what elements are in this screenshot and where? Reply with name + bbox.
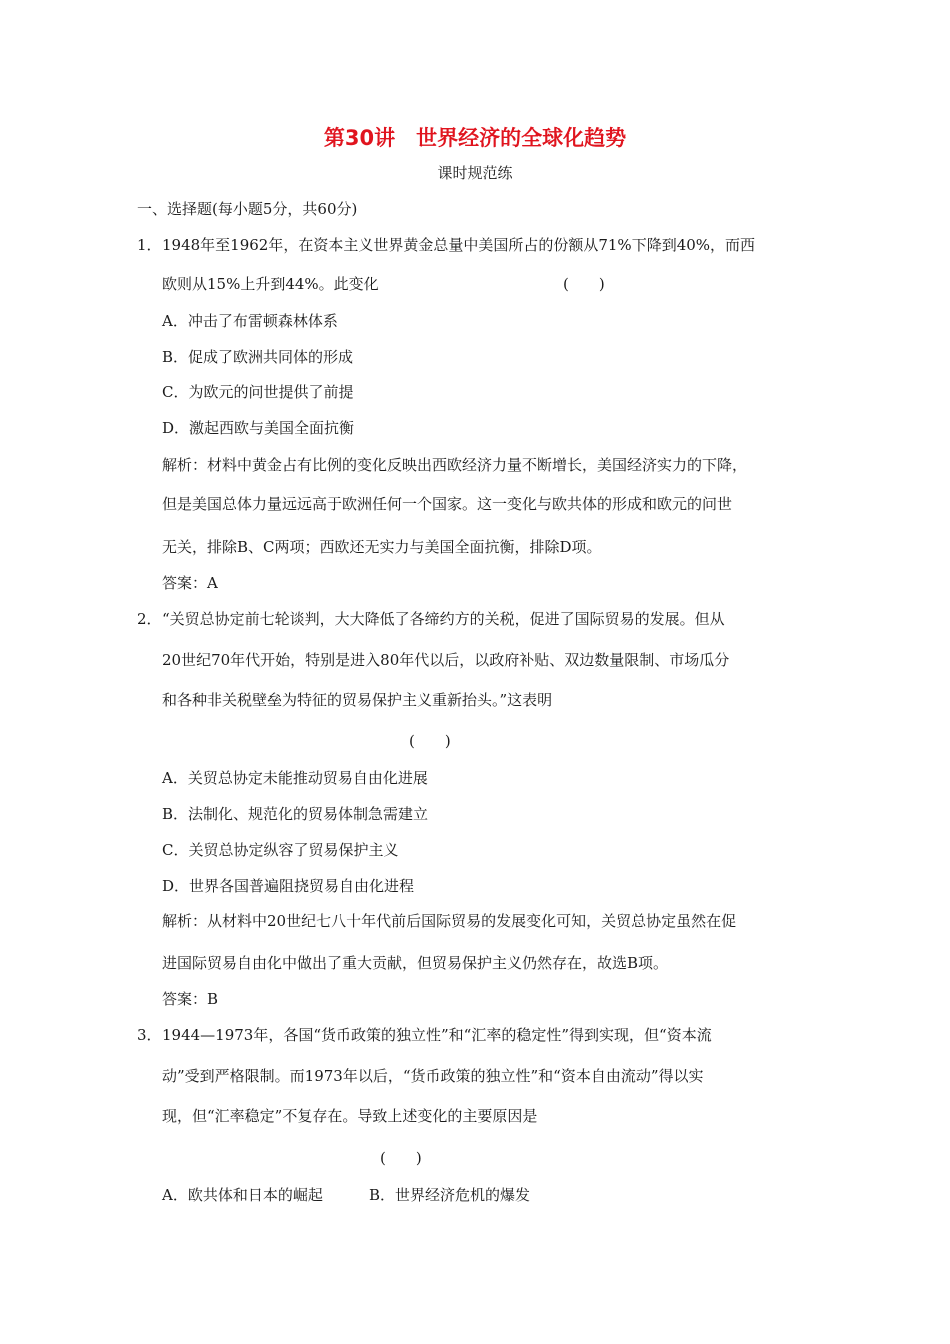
q2-number: 2． [137,610,162,628]
q3-stem-line: 1944—1973年，各国“货币政策的独立性”和“汇率的稳定性”得到实现，但“资本流 [162,1026,712,1044]
q2-analysis-line: 进国际贸易自由化中做出了重大贡献，但贸易保护主义仍然存在，故选B项。 [162,954,669,972]
q1-stem-line: 欧则从15%上升到44%。此变化 [162,275,379,293]
q3-stem-line: 现，但“汇率稳定”不复存在。导致上述变化的主要原因是 [162,1107,538,1125]
q2-stem-line: 20世纪70年代开始，特别是进入80年代以后，以政府补贴、双边数量限制、市场瓜分 [162,651,730,669]
q3-answer-blank: ( ) [380,1149,422,1167]
q1-option-d: D．激起西欧与美国全面抗衡 [162,419,355,437]
q2-option-b: B．法制化、规范化的贸易体制急需建立 [162,805,429,823]
q1-analysis-line: 但是美国总体力量远远高于欧洲任何一个国家。这一变化与欧共体的形成和欧元的问世 [162,495,733,513]
q1-number: 1． [137,236,162,254]
q3-option-a: A．欧共体和日本的崛起 [162,1186,323,1204]
q2-option-a: A．关贸总协定未能推动贸易自由化进展 [162,769,428,787]
q2-answer-blank: ( ) [409,732,451,750]
page-title: 第30讲 世界经济的全球化趋势 [323,126,627,150]
q2-option-d: D．世界各国普遍阻挠贸易自由化进程 [162,877,415,895]
q3-stem-line: 动”受到严格限制。而1973年以后，“货币政策的独立性”和“资本自由流动”得以实 [162,1067,704,1085]
q3-option-b: B．世界经济危机的爆发 [369,1186,531,1204]
q2-analysis-line: 解析：从材料中20世纪七八十年代前后国际贸易的发展变化可知，关贸总协定虽然在促 [162,912,737,930]
q1-analysis-line: 解析：材料中黄金占有比例的变化反映出西欧经济力量不断增长，美国经济实力的下降， [162,456,748,474]
q2-stem-line: 和各种非关税壁垒为特征的贸易保护主义重新抬头。”这表明 [162,691,553,709]
q1-analysis-line: 无关，排除B、C两项；西欧还无实力与美国全面抗衡，排除D项。 [162,538,602,556]
q1-option-b: B．促成了欧洲共同体的形成 [162,348,354,366]
q2-option-c: C．关贸总协定纵容了贸易保护主义 [162,841,399,859]
page-subtitle: 课时规范练 [437,164,513,182]
q3-number: 3． [137,1026,162,1044]
q1-answer: 答案：A [162,574,218,592]
q2-stem-line: “关贸总协定前七轮谈判，大大降低了各缔约方的关税，促进了国际贸易的发展。但从 [162,610,725,628]
q1-option-a: A．冲击了布雷顿森林体系 [162,312,338,330]
q2-answer: 答案：B [162,990,219,1008]
section-heading: 一、选择题(每小题5分，共60分) [137,200,358,218]
q1-answer-blank: ( ) [563,275,605,293]
q1-stem-line: 1948年至1962年，在资本主义世界黄金总量中美国所占的份额从71%下降到40%，而西 [162,236,756,254]
q1-option-c: C．为欧元的问世提供了前提 [162,383,354,401]
